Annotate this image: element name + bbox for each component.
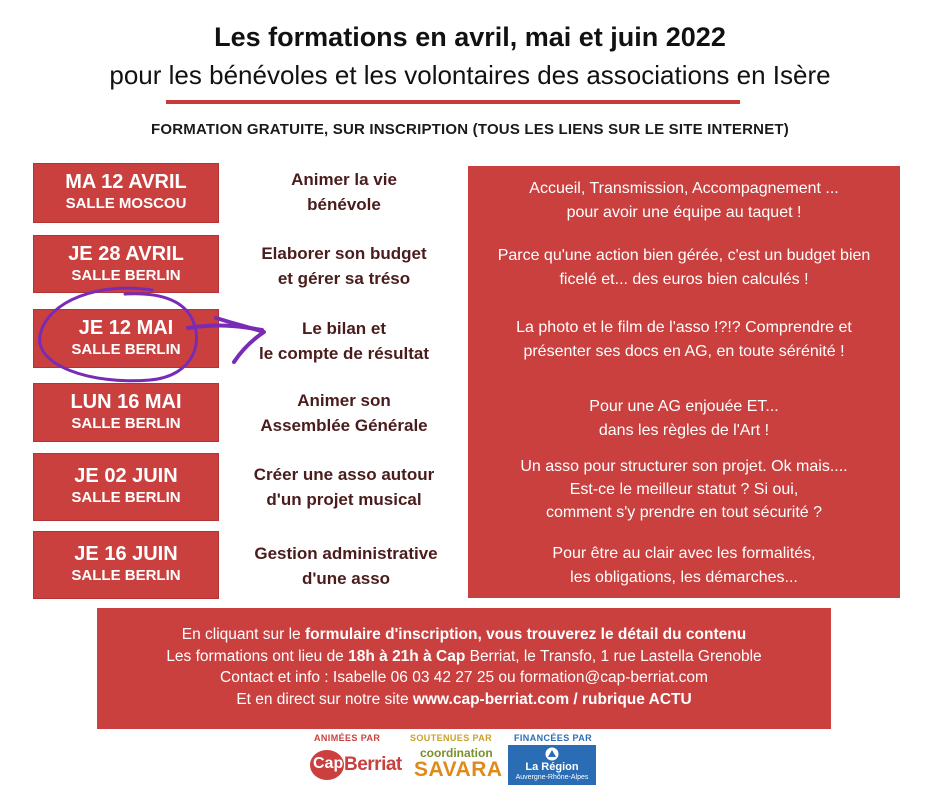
info-text: En cliquant sur le [181, 626, 305, 643]
info-text: Les formations ont lieu de [166, 647, 349, 665]
topic-line: le compte de résultat [258, 344, 430, 363]
coordination-savara-logo: coordination SAVARA [414, 746, 503, 781]
description-line: Pour une AG enjouée ET... [589, 398, 779, 415]
description-line: dans les règles de l'Art ! [598, 422, 770, 439]
topic-line: d'un projet musical [266, 490, 422, 509]
info-text-bold: 18h à 21h à Cap [348, 647, 466, 665]
session-date: MA 12 AVRIL [65, 171, 187, 193]
session-description [468, 177, 900, 225]
info-text: Berriat, le Transfo, 1 rue Lastella Grenoble [465, 647, 762, 665]
session-room: SALLE BERLIN [71, 267, 181, 284]
description-line: La photo et le film de l'asso !?!? Comprendre et [516, 319, 852, 336]
topic-line: Créer une asso autour [253, 465, 435, 484]
session-date: JE 16 JUIN [74, 543, 178, 565]
session-room: SALLE MOSCOU [65, 195, 187, 212]
session-topic [230, 541, 462, 591]
topic-line: d'une asso [301, 569, 391, 588]
topic-line: Elaborer son budget [261, 244, 427, 263]
region-triangle-icon [544, 747, 560, 761]
description-line: Pour être au clair avec les formalités, [552, 545, 816, 562]
description-line: présenter ses docs en AG, en toute sérénité ! [523, 343, 845, 360]
session-date-box [33, 453, 219, 521]
session-description [468, 316, 900, 364]
description-line: Un asso pour structurer son projet. Ok mais.... [520, 458, 848, 475]
topic-line: Assemblée Générale [260, 416, 428, 435]
session-date-box [33, 531, 219, 599]
description-line: comment s'y prendre en tout sécurité ? [545, 504, 823, 521]
highlight-circle-arrow [30, 280, 280, 390]
session-room: SALLE BERLIN [71, 567, 181, 584]
registration-form-link[interactable]: formulaire d'inscription, vous trouverez le détail du contenu [305, 626, 747, 643]
partner-label-supported: SOUTENUES PAR [410, 733, 493, 743]
session-description [468, 455, 900, 524]
topic-line: Le bilan et [301, 319, 387, 338]
session-topic [232, 462, 456, 512]
session-description [468, 244, 900, 292]
session-date-box [33, 163, 219, 223]
session-room: SALLE BERLIN [71, 341, 181, 358]
partner-label-animated: ANIMÉES PAR [314, 733, 381, 743]
info-text: Et en direct sur notre site [236, 690, 413, 708]
session-date: JE 12 MAI [78, 317, 174, 339]
topic-line: Gestion administrative [254, 544, 438, 563]
info-box [97, 608, 831, 729]
topic-line: et gérer sa tréso [277, 269, 411, 288]
session-date-box [33, 383, 219, 442]
session-date: JE 28 AVRIL [68, 243, 184, 265]
topic-line: Animer la vie [291, 170, 397, 189]
session-room: SALLE BERLIN [71, 415, 181, 432]
description-line: pour avoir une équipe au taquet ! [566, 204, 802, 221]
session-description [468, 395, 900, 443]
info-line-contact: Contact et info : Isabelle 06 03 42 27 25 ou formation@cap-berriat.com [220, 669, 708, 686]
description-line: Accueil, Transmission, Accompagnement ... [529, 180, 839, 197]
topic-line: bénévole [307, 195, 381, 214]
session-date: LUN 16 MAI [70, 391, 182, 413]
session-topic [232, 167, 456, 217]
description-line: les obligations, les démarches... [570, 569, 798, 586]
page-subtitle: pour les bénévoles et les volontaires des associations en Isère [109, 60, 831, 90]
session-topic [232, 388, 456, 438]
session-room: SALLE BERLIN [71, 489, 181, 506]
description-line: Est-ce le meilleur statut ? Si oui, [569, 481, 799, 498]
description-panel [468, 166, 900, 598]
info-line-website [97, 689, 831, 711]
website-link[interactable]: www.cap-berriat.com / rubrique ACTU [412, 690, 692, 708]
cap-berriat-logo: Cap Berriat [310, 748, 404, 782]
partner-label-funded: FINANCÉES PAR [514, 733, 593, 743]
description-line: Parce qu'une action bien gérée, c'est un budget bien [497, 247, 871, 264]
highlight-circle [40, 288, 197, 381]
session-description [468, 542, 900, 590]
page-title: Les formations en avril, mai et juin 2022 [214, 22, 726, 52]
title-underline [166, 100, 740, 104]
info-line-schedule [97, 646, 831, 668]
free-registration-notice: FORMATION GRATUITE, SUR INSCRIPTION (TOUS LES LIENS SUR LE SITE INTERNET) [151, 121, 789, 138]
topic-line: Animer son [297, 391, 391, 410]
description-line: ficelé et... des euros bien calculés ! [559, 271, 809, 288]
la-region-logo: La Région Auvergne-Rhône-Alpes [508, 745, 596, 785]
session-date: JE 02 JUIN [74, 465, 178, 487]
info-line-registration [97, 624, 831, 646]
